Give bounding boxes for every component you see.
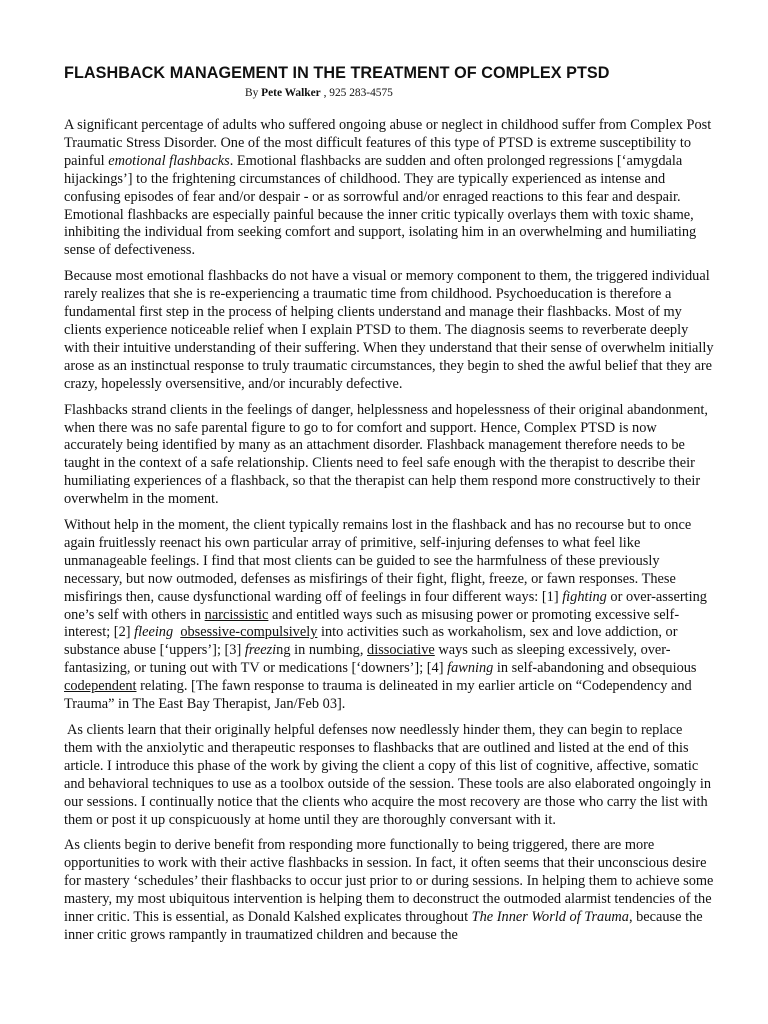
text-run: ways such as sleeping excessively, over-fantasizing, or tuning out with TV or medications [‘downers’]; [4] [64,642,671,677]
paragraph-4 [64,517,714,714]
link-obsessive-compulsively[interactable]: obsessive-compulsively [180,624,318,641]
text-run: Without help in the moment, the client typically remains lost in the flashback and has no recourse but to once again fruitlessly reenact his own particular array of primitive, self-injuring defenses to what feel like unmanageable feelings. I find that most clients can be guided to see the harmfulness of these previously necessary, but now outmoded, defenses as misfirings of their fight, flight, freeze, or fawn responses. These misfirings then, cause dysfunctional warding off of feelings in four different ways: [1] [64,517,692,605]
emphasis-freezing: freezi [244,642,277,659]
byline [245,87,393,99]
emphasis-emotional-flashbacks: emotional flashbacks [108,152,230,169]
emphasis-fawning: fawning [447,660,494,677]
author-phone: , 925 283-4575 [320,87,393,99]
text-run: and entitled ways such as misusing power or promoting excessive self-interest; [2] [64,606,680,641]
byline-prefix: By [245,87,262,99]
text-run: , because the inner critic grows rampantly in traumatized children and because the [64,909,703,943]
link-dissociative[interactable]: dissociative [367,642,435,659]
paragraph-2: Because most emotional flashbacks do not have a visual or memory component to them, the triggered individual rarely realizes that she is re-experiencing a traumatic time from childhood. Psychoeducation is therefore a fundamental first step in the process of helping clients understand and manage their flashbacks. Most of my clients experience noticeable relief when I explain PTSD to them. The diagnosis seems to reverberate deeply with their intuitive understanding of their suffering. When they understand that their sense of overwhelm initially arose as an instinctual response to truly traumatic circumstances, they begin to shed the awful belief that they are crazy, hopelessly oversensitive, and/or incurably defective. [64,268,714,392]
text-run: or over-asserting one’s self with others in [64,588,707,623]
text-run: in self-abandoning and obsequious [493,660,697,677]
article-body [64,117,714,953]
text-run: ng in numbing, [276,642,368,659]
link-narcissistic[interactable]: narcissistic [204,606,269,623]
emphasis-fighting: fighting [562,588,607,605]
author-name: Pete Walker [261,87,321,99]
paragraph-5: As clients learn that their originally helpful defenses now needlessly hinder them, they can begin to replace them with the anxiolytic and therapeutic responses to flashbacks that are outlined and listed at the end of this article. I introduce this phase of the work by giving the client a copy of this list of cognitive, affective, somatic and behavioral techniques to use as a toolbox outside of the session. These tools are also elaborated ongoingly in our sessions. I continually notice that the clients who acquire the most recovery are those who carry the list with them or post it up conspicuously at home until they are thoroughly conversant with it. [64,722,712,828]
article-title: FLASHBACK MANAGEMENT IN THE TREATMENT OF COMPLEX PTSD [64,64,610,82]
emphasis-fleeing: fleeing [134,624,174,641]
paragraph-6 [64,837,714,944]
paragraph-1 [64,117,714,260]
text-run: A significant percentage of adults who suffered ongoing abuse or neglect in childhood suffer from Complex Post Traumatic Stress Disorder. One of the most difficult features of this type of PTSD is extreme susceptibility to painful [64,117,712,169]
text-run: . Emotional flashbacks are sudden and often prolonged regressions [‘amygdala hijackings’] to the frightening circumstances of childhood. They are typically experienced as intense and confusing episodes of fear and/or despair - or as sorrowful and/or enraged reactions to this fear and despair. Emotional flashbacks are especially painful because the inner critic typically overlays them with toxic shame, inhibiting the individual from seeking comfort and support, isolating him in an overwhelming and humiliating sense of defectiveness. [64,152,697,259]
book-title-inner-world-of-trauma: The Inner World of Trauma [471,909,629,926]
link-codependent[interactable]: codependent [64,678,137,695]
paragraph-3: Flashbacks strand clients in the feelings of danger, helplessness and hopelessness of their original abandonment, when there was no safe parental figure to go to for comfort and support. Hence, Complex PTSD is now accurately being identified by many as an attachment disorder. Flashback management therefore needs to be taught in the context of a safe relationship. Clients need to feel safe enough with the therapist to describe their humiliating experiences of a flashback, so that the therapist can help them respond more constructively to their overwhelm in the moment. [64,401,708,508]
text-run: As clients begin to derive benefit from responding more functionally to being triggered, there are more opportunities to work with their active flashbacks in session. In fact, it often seems that their unconscious desire for mastery ‘schedules’ their flashbacks to occur just prior to or during sessions. In helping them to achieve some mastery, my most ubiquitous intervention is helping them to deconstruct the outmoded alarmist tendencies of the inner critic. This is essential, as Donald Kalshed explicates throughout [64,837,714,926]
text-run: relating. [The fawn response to trauma is delineated in my earlier article on “Codependency and Trauma” in The East Bay Therapist, Jan/Feb 03]. [64,678,692,713]
text-run: into activities such as workaholism, sex and love addiction, or substance abuse [‘uppers’]; [3] [64,624,678,659]
